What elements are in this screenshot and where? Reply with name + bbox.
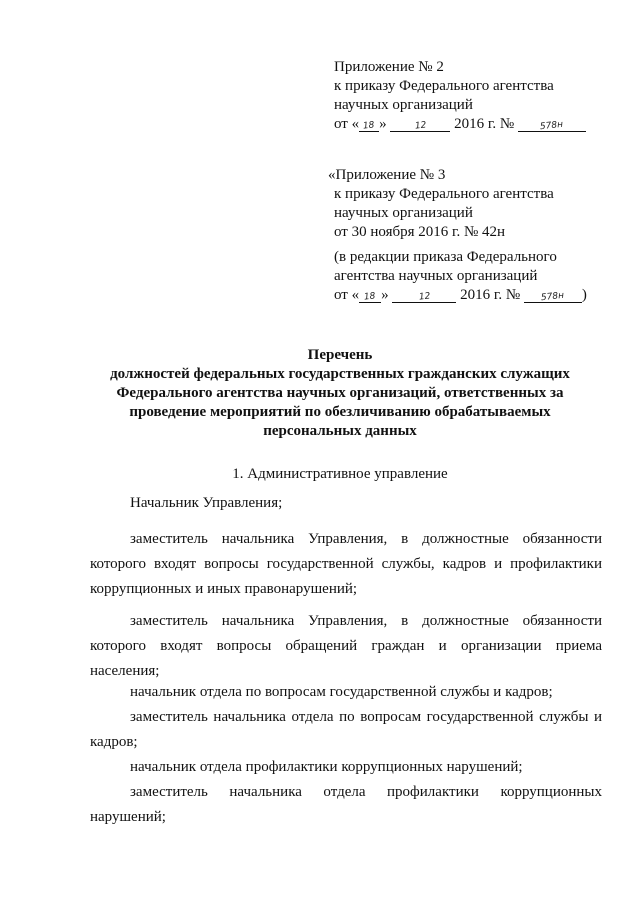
- appendix2-date-sep: »: [379, 116, 387, 132]
- section-heading: 1. Административное управление: [232, 466, 448, 482]
- appendix3-line2: к приказу Федерального агентства: [334, 186, 554, 202]
- appendix3-date-close: ): [581, 287, 587, 303]
- appendix3-line1: «Приложение № 3: [328, 167, 446, 183]
- list-item-line: коррупционных и иных правонарушений;: [90, 581, 358, 597]
- document-title: Перечень: [307, 347, 373, 363]
- list-item-line: которого входят вопросы обращений граждан и организации приема: [90, 638, 602, 654]
- appendix3-date-prefix: от «: [334, 287, 360, 303]
- appendix2-line1: Приложение № 2: [334, 59, 444, 75]
- list-item: начальник отдела профилактики коррупционных нарушений;: [130, 759, 523, 775]
- list-item: начальник отдела по вопросам государственной службы и кадров;: [130, 684, 553, 700]
- appendix3-line4: от 30 ноября 2016 г. № 42н: [334, 224, 506, 240]
- appendix2-date-number: [518, 117, 586, 132]
- appendix3-date-line: [334, 286, 587, 304]
- appendix2-date-month: [390, 117, 450, 132]
- appendix3-date-month: [392, 288, 456, 303]
- appendix2-line3: научных организаций: [334, 97, 473, 113]
- appendix2-date-prefix: от «: [334, 116, 360, 132]
- handwritten-day: 18: [362, 120, 376, 132]
- title-line2: должностей федеральных государственных гражданских служащих: [110, 366, 570, 382]
- appendix2-date-year: 2016 г. №: [454, 116, 515, 132]
- appendix2-date-day: [359, 117, 379, 132]
- appendix3-date-day: [359, 288, 381, 303]
- list-item-line: заместитель начальника отдела по вопросам государственной службы и: [130, 709, 602, 725]
- appendix3-edition-line2: агентства научных организаций: [334, 268, 538, 284]
- appendix3-date-sep: »: [381, 287, 389, 303]
- list-item-line: заместитель начальника отдела профилактики коррупционных: [130, 784, 602, 800]
- appendix2-line2: к приказу Федерального агентства: [334, 78, 554, 94]
- title-line5: персональных данных: [263, 423, 417, 439]
- list-item-line: нарушений;: [90, 809, 166, 825]
- appendix3-line3: научных организаций: [334, 205, 473, 221]
- title-line3: Федерального агентства научных организаций, ответственных за: [116, 385, 564, 401]
- title-line4: проведение мероприятий по обезличиванию обрабатываемых: [129, 404, 551, 420]
- list-item: Начальник Управления;: [130, 495, 283, 511]
- appendix3-date-number: [524, 288, 582, 303]
- handwritten-month: 12: [418, 291, 431, 303]
- appendix3-edition-line1: (в редакции приказа Федерального: [334, 249, 557, 265]
- list-item-line: которого входят вопросы государственной службы, кадров и профилактики: [90, 556, 602, 572]
- list-item-line: населения;: [90, 663, 160, 679]
- list-item-line: заместитель начальника Управления, в должностные обязанности: [130, 613, 602, 629]
- handwritten-number: 578н: [539, 119, 564, 133]
- appendix3-date-year: 2016 г. №: [460, 287, 521, 303]
- handwritten-day: 18: [363, 291, 377, 303]
- handwritten-number: 578н: [540, 290, 565, 304]
- list-item-line: кадров;: [90, 734, 138, 750]
- appendix2-date-line: [334, 115, 586, 133]
- list-item-line: заместитель начальника Управления, в должностные обязанности: [130, 531, 602, 547]
- handwritten-month: 12: [414, 120, 427, 132]
